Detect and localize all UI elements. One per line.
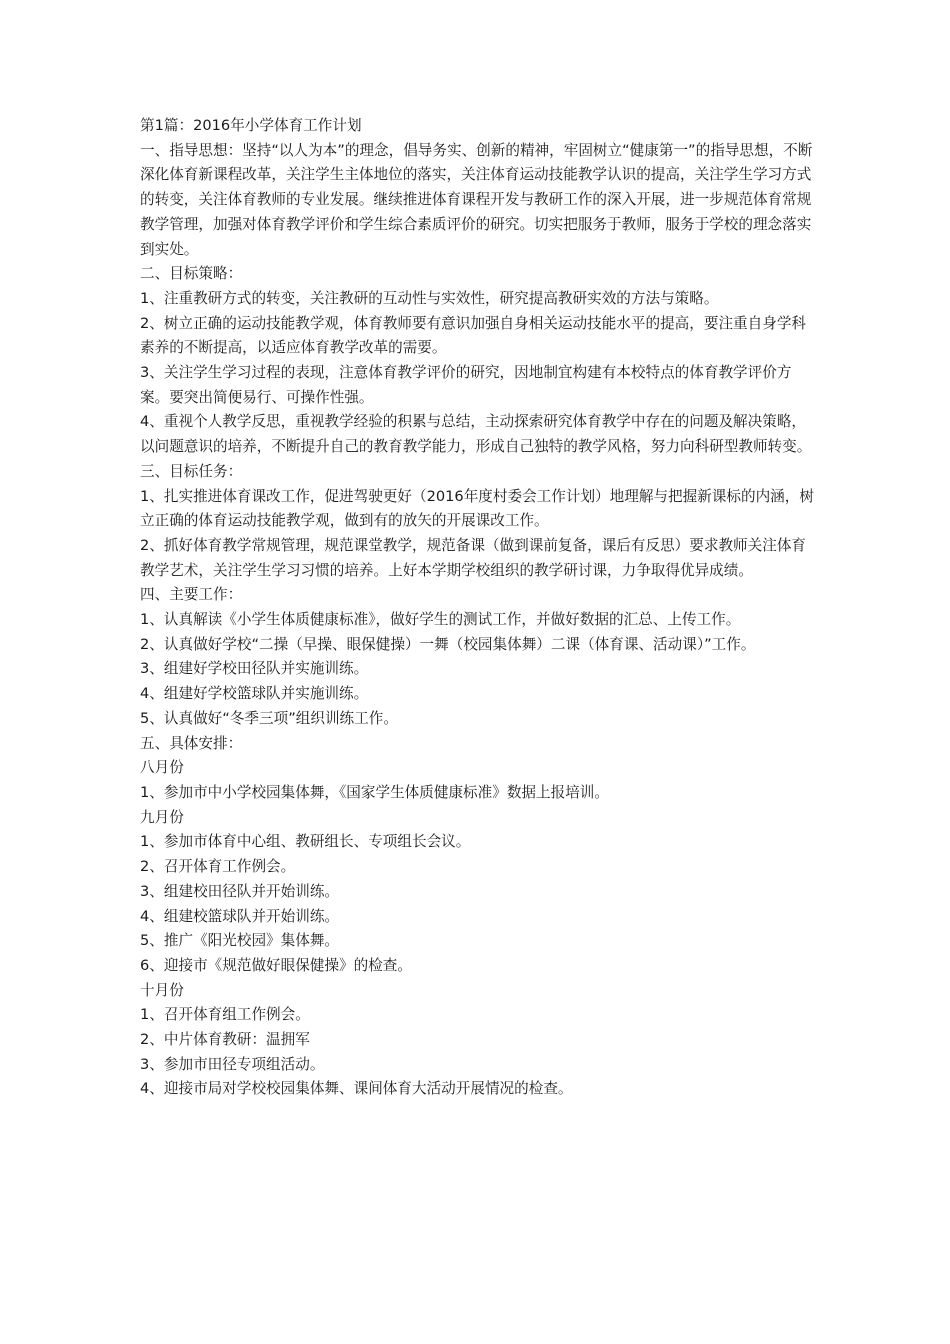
list-item: 2、中片体育教研：温拥军 bbox=[140, 1031, 310, 1049]
list-item: 2、抓好体育教学常规管理，规范课堂教学，规范备课（做到课前复备，课后有反思）要求教师关注体育教学艺术，关注学生学习习惯的培养。上好本学期学校组织的教学研讨课，力争取得优异成绩。 bbox=[140, 536, 807, 579]
list-item: 1、召开体育组工作例会。 bbox=[140, 1006, 310, 1024]
list-item: 4、迎接市局对学校校园集体舞、课间体育大活动开展情况的检查。 bbox=[140, 1080, 573, 1098]
section-heading-goal-tasks: 三、目标任务： bbox=[140, 462, 243, 480]
list-item: 1、认真解读《小学生体质健康标准》，做好学生的测试工作，并做好数据的汇总、上传工作。 bbox=[140, 611, 741, 629]
list-item: 1、参加市体育中心组、教研组长、专项组长会议。 bbox=[140, 833, 471, 851]
list-item: 2、树立正确的运动技能教学观，体育教师要有意识加强自身相关运动技能水平的提高，要注重自身学科素养的不断提高，以适应体育教学改革的需要。 bbox=[140, 314, 807, 357]
list-item: 3、关注学生学习过程的表现，注意体育教学评价的研究，因地制宜构建有本校特点的体育教学评价方案。要突出简便易行、可操作性强。 bbox=[140, 364, 792, 406]
list-item: 4、组建好学校篮球队并实施训练。 bbox=[140, 685, 369, 703]
section-heading-main-work: 四、主要工作： bbox=[140, 586, 243, 604]
list-item: 1、扎实推进体育课改工作，促进驾驶更好（2016年度村委会工作计划）地理解与把握新课标的内涵，树立正确的体育运动技能教学观，做到有的放矢的开展课改工作。 bbox=[140, 487, 814, 530]
list-item: 5、认真做好“冬季三项”组织训练工作。 bbox=[140, 709, 398, 727]
list-item: 1、参加市中小学校园集体舞，《国家学生体质健康标准》数据上报培训。 bbox=[140, 783, 609, 801]
list-item: 6、迎接市《规范做好眼保健操》的检查。 bbox=[140, 956, 412, 974]
list-item: 3、组建好学校田径队并实施训练。 bbox=[140, 660, 369, 678]
document-body bbox=[140, 114, 820, 1102]
list-item: 4、组建校篮球队并开始训练。 bbox=[140, 907, 340, 925]
list-item: 5、推广《阳光校园》集体舞。 bbox=[140, 932, 340, 950]
month-heading-august: 八月份 bbox=[140, 759, 184, 777]
list-item: 4、重视个人教学反思，重视教学经验的积累与总结，主动探索研究体育教学中存在的问题及解决策略，以问题意识的培养，不断提升自己的教育教学能力，形成自己独特的教学风格，努力向科研型教师转变。 bbox=[140, 413, 812, 456]
month-heading-september: 九月份 bbox=[140, 808, 184, 826]
list-item: 2、认真做好学校“二操（早操、眼保健操）一舞（校园集体舞）二课（体育课、活动课）”工作。 bbox=[140, 635, 756, 653]
list-item: 1、注重教研方式的转变，关注教研的互动性与实效性，研究提高教研实效的方法与策略。 bbox=[140, 289, 719, 307]
list-item: 2、召开体育工作例会。 bbox=[140, 858, 296, 876]
section-heading-schedule: 五、具体安排： bbox=[140, 734, 243, 752]
section-heading-goal-strategy: 二、目标策略： bbox=[140, 265, 243, 283]
list-item: 3、组建校田径队并开始训练。 bbox=[140, 882, 340, 900]
paragraph-guiding-ideology: 一、指导思想：坚持“以人为本”的理念，倡导务实、创新的精神，牢固树立“健康第一”的指导思想，不断深化体育新课程改革，关注学生主体地位的落实，关注体育运动技能教学认识的提高，关注学生学习方式的转变，关注体育教师的专业发展。继续推进体育课程开发与教研工作的深入开展，进一步规范体育常规教学管理，加强对体育教学评价和学生综合素质评价的研究。切实把服务于教师，服务于学校的理念落实到实处。 bbox=[140, 141, 813, 258]
document-title: 第1篇：2016年小学体育工作计划 bbox=[140, 117, 362, 134]
month-heading-october: 十月份 bbox=[140, 981, 184, 999]
list-item: 3、参加市田径专项组活动。 bbox=[140, 1055, 325, 1073]
